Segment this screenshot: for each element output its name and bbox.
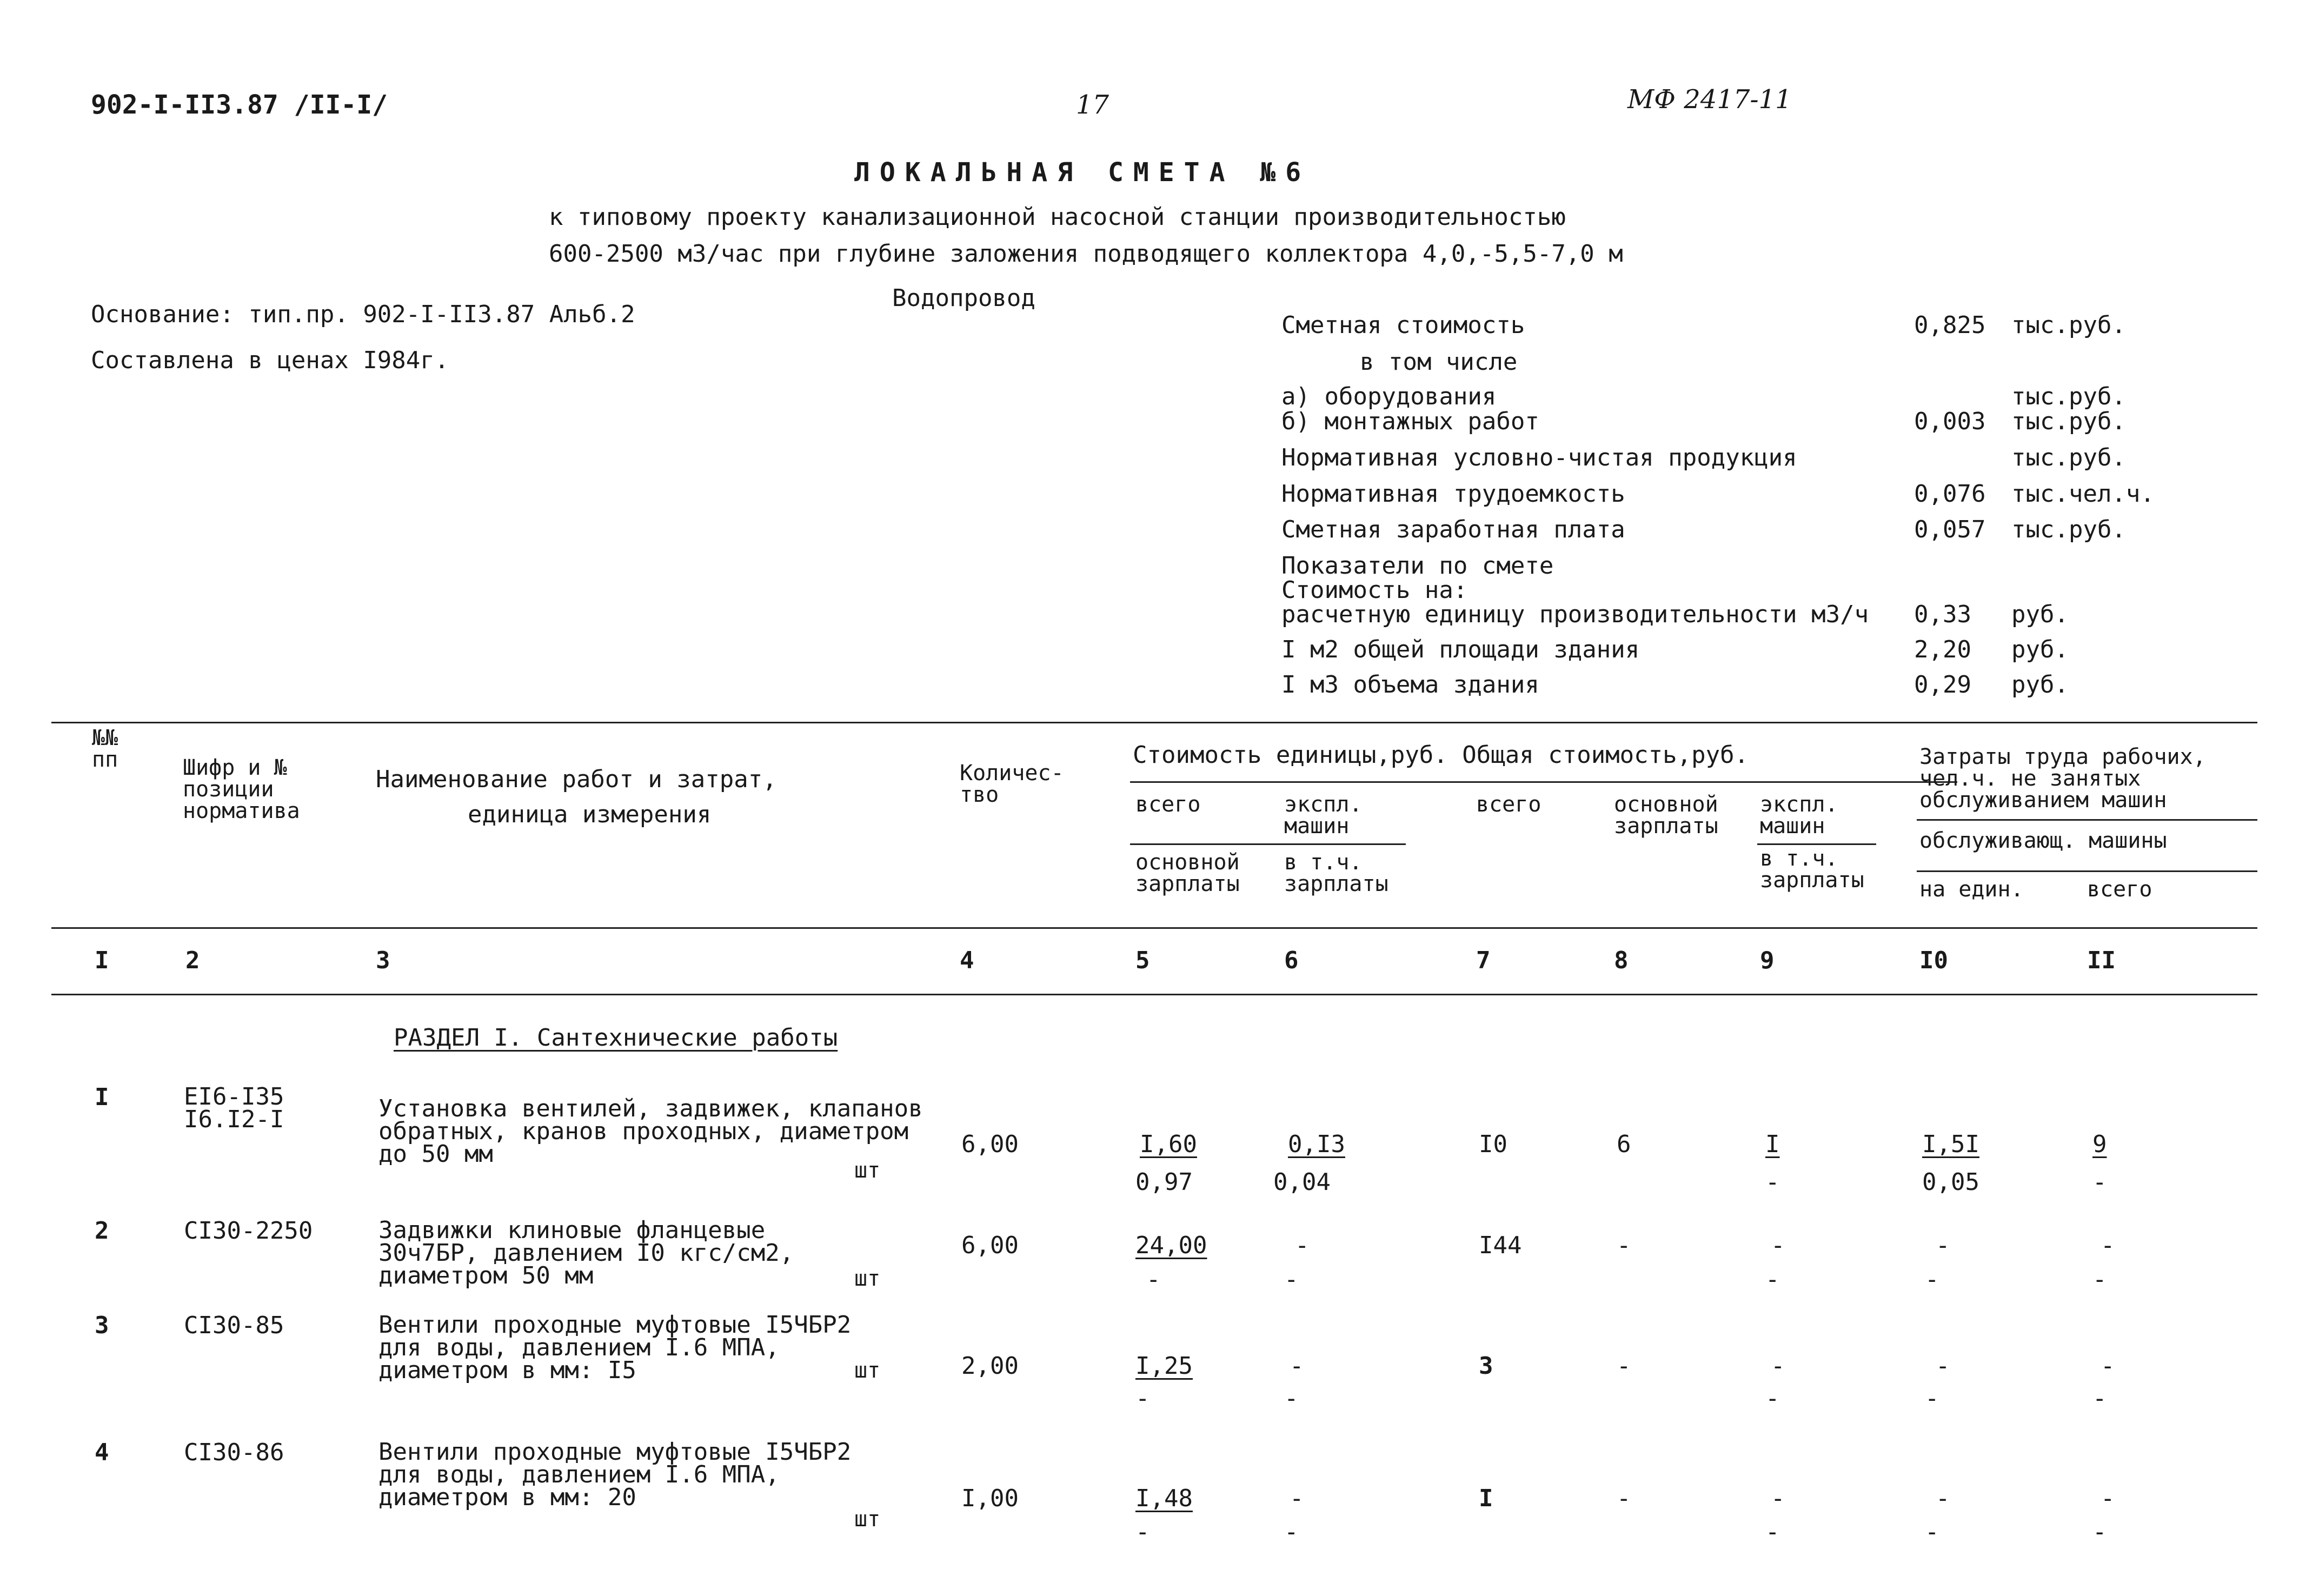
summary-installation-unit: тыс.руб. [2011, 408, 2126, 435]
row-total-wage: - [1617, 1485, 1631, 1512]
row-unit-machines: 0,I3 [1288, 1130, 1345, 1158]
header-unit-machines: экспл. машин [1284, 792, 1363, 839]
row-name: Установка вентилей, задвижек, клапанов обратных, кранов проходных, диаметром до 50 мм [378, 1095, 923, 1168]
row-quantity: 6,00 [961, 1232, 1019, 1259]
row-unit-total: 24,00 [1135, 1232, 1207, 1259]
header-labor-group: Затраты труда рабочих, чел.ч. не занятых обслуживанием машин [1919, 744, 2206, 813]
row-labor-total: - [2101, 1485, 2115, 1512]
header-unit-wage: основной зарплаты [1135, 850, 1240, 896]
row-unit-total: I,48 [1135, 1485, 1193, 1512]
price-level-line: Составлена в ценах I984г. [91, 347, 449, 374]
row-unit-machine-wage: - [1284, 1266, 1299, 1293]
summary-labor-label: Нормативная трудоемкость [1281, 480, 1625, 508]
column-numbers-rule [51, 994, 2257, 995]
page-number: 17 [1076, 90, 1109, 120]
row-labor-per-unit-machines: 0,05 [1922, 1168, 1979, 1196]
col-number-1: I [95, 947, 109, 974]
summary-per-m3-value: 0,29 [1914, 671, 1971, 699]
header-unit: единица измерения [468, 801, 712, 828]
summary-indicators-label: Показатели по смете [1281, 552, 1554, 580]
row-total-machines: - [1771, 1352, 1785, 1380]
basis-line: Основание: тип.пр. 902-I-II3.87 Альб.2 [91, 301, 635, 328]
row-labor-per-unit: I,5I [1922, 1130, 1979, 1158]
row-labor-total-machines: - [2092, 1385, 2107, 1412]
row-total: I0 [1479, 1130, 1507, 1158]
summary-wage-unit: тыс.руб. [2011, 516, 2126, 543]
header-row-number: №№ пп [92, 726, 118, 772]
header-labor-total: всего [2087, 877, 2152, 902]
row-name: Задвижки клиновые фланцевые 30ч7БР, давлением I0 кгс/см2, диаметром 50 мм [378, 1216, 794, 1289]
summary-per-unit-value: 0,33 [1914, 601, 1971, 628]
row-labor-per-unit-machines: - [1925, 1385, 1939, 1412]
row-name: Вентили проходные муфтовые I5ЧБР2 для воды, давлением I.6 МПА, диаметром в мм: 20 [378, 1438, 852, 1511]
col-number-6: 6 [1284, 947, 1299, 974]
labor-sub-rule [1917, 870, 2257, 872]
row-quantity: I,00 [961, 1485, 1019, 1512]
header-total-machine-wage: в т.ч. зарплаты [1760, 846, 1864, 893]
row-total-wage: 6 [1617, 1130, 1631, 1158]
summary-cost-unit: тыс.руб. [2011, 311, 2126, 339]
title-line-2: 600-2500 м3/час при глубине заложения подводящего коллектора 4,0,-5,5-7,0 м [549, 240, 1623, 268]
summary-per-m2-label: I м2 общей площади здания [1281, 636, 1640, 663]
summary-labor-unit: тыс.чел.ч. [2011, 480, 2155, 508]
row-unit-total: I,25 [1135, 1352, 1193, 1380]
row-name: Вентили проходные муфтовые I5ЧБР2 для воды, давлением I.6 МПА, диаметром в мм: I5 [378, 1311, 852, 1384]
document-title: ЛОКАЛЬНАЯ СМЕТА №6 [854, 157, 1311, 188]
labor-group-rule [1917, 819, 2257, 821]
row-labor-total: 9 [2092, 1130, 2107, 1158]
summary-including: в том числе [1360, 348, 1518, 376]
row-total-machine-wage: - [1765, 1385, 1780, 1412]
row-unit: шт [854, 1158, 881, 1183]
summary-per-m2-unit: руб. [2011, 636, 2069, 663]
row-unit-wage: - [1146, 1266, 1161, 1293]
col-number-2: 2 [185, 947, 200, 974]
col-number-11: II [2087, 947, 2116, 974]
summary-net-unit: тыс.руб. [2011, 444, 2126, 471]
summary-wage-label: Сметная заработная плата [1281, 516, 1625, 543]
header-total: всего [1476, 792, 1541, 817]
row-labor-total: - [2101, 1232, 2115, 1259]
summary-cost-value: 0,825 [1914, 311, 1986, 339]
header-per-unit: на един. [1919, 877, 2024, 902]
row-total-machines: - [1771, 1232, 1785, 1259]
row-total-wage: - [1617, 1232, 1631, 1259]
row-unit-machine-wage: 0,04 [1273, 1168, 1331, 1196]
row-unit: шт [854, 1358, 881, 1383]
header-unit-total: всего [1135, 792, 1201, 817]
header-name: Наименование работ и затрат, [376, 766, 777, 793]
summary-equipment-unit: тыс.руб. [2011, 383, 2126, 410]
row-labor-per-unit: - [1936, 1485, 1950, 1512]
row-unit-machine-wage: - [1284, 1518, 1299, 1546]
col-number-7: 7 [1476, 947, 1491, 974]
row-total-machines: - [1771, 1485, 1785, 1512]
row-labor-total-machines: - [2092, 1266, 2107, 1293]
summary-per-m2-value: 2,20 [1914, 636, 1971, 663]
row-total-machines: I [1765, 1130, 1780, 1158]
header-total-machines: экспл. машин [1760, 792, 1838, 839]
unit-cost-subrule [1130, 843, 1406, 845]
row-number: 4 [95, 1439, 109, 1466]
row-labor-per-unit: - [1936, 1352, 1950, 1380]
summary-installation-label: б) монтажных работ [1281, 408, 1539, 435]
col-number-10: I0 [1919, 947, 1948, 974]
row-unit-wage: 0,97 [1135, 1168, 1193, 1196]
row-labor-per-unit-machines: - [1925, 1266, 1939, 1293]
header-cost-group: Стоимость единицы,руб. Общая стоимость,руб. [1133, 741, 1749, 769]
summary-equipment-label: а) оборудования [1281, 383, 1497, 410]
header-total-wage: основной зарплаты [1614, 792, 1718, 839]
row-total-wage: - [1617, 1352, 1631, 1380]
summary-cost-per-label: Стоимость на: [1281, 576, 1468, 604]
object-name: Водопровод [892, 284, 1035, 312]
row-labor-per-unit: - [1936, 1232, 1950, 1259]
row-unit-wage: - [1135, 1385, 1150, 1412]
col-number-8: 8 [1614, 947, 1629, 974]
row-code: СI30-2250 [184, 1217, 313, 1245]
row-labor-total: - [2101, 1352, 2115, 1380]
section-title: РАЗДЕЛ I. Сантехнические работы [394, 1024, 838, 1052]
summary-net-label: Нормативная условно-чистая продукция [1281, 444, 1797, 471]
row-total: I [1479, 1485, 1493, 1512]
row-number: 3 [95, 1312, 109, 1339]
col-number-5: 5 [1135, 947, 1150, 974]
row-total: 3 [1479, 1352, 1493, 1380]
summary-labor-value: 0,076 [1914, 480, 1986, 508]
cost-group-rule [1130, 781, 1957, 783]
row-total-machine-wage: - [1765, 1168, 1780, 1196]
row-labor-per-unit-machines: - [1925, 1518, 1939, 1546]
row-code: СI30-86 [184, 1439, 284, 1466]
summary-per-unit-unit: руб. [2011, 601, 2069, 628]
row-unit-wage: - [1135, 1518, 1150, 1546]
row-unit: шт [854, 1507, 881, 1532]
row-labor-total-machines: - [2092, 1168, 2107, 1196]
row-number: 2 [95, 1217, 109, 1245]
header-labor-sub: обслуживающ. машины [1919, 828, 2167, 853]
col-number-9: 9 [1760, 947, 1775, 974]
header-bottom-rule [51, 927, 2257, 929]
row-quantity: 2,00 [961, 1352, 1019, 1380]
summary-per-m3-label: I м3 объема здания [1281, 671, 1539, 699]
machine-cost-subrule [1757, 843, 1876, 845]
header-code: Шифр и № позиции норматива [183, 755, 300, 823]
row-unit-machines: - [1295, 1232, 1310, 1259]
row-code: ЕI6-I35 I6.I2-I [184, 1083, 284, 1133]
table-top-rule [51, 722, 2257, 723]
summary-per-m3-unit: руб. [2011, 671, 2069, 699]
row-quantity: 6,00 [961, 1130, 1019, 1158]
row-total-machine-wage: - [1765, 1518, 1780, 1546]
summary-wage-value: 0,057 [1914, 516, 1986, 543]
row-number: I [95, 1083, 109, 1111]
reference-number: МФ 2417-11 [1627, 84, 1792, 115]
row-total-machine-wage: - [1765, 1266, 1780, 1293]
row-unit-machines: - [1290, 1352, 1304, 1380]
summary-installation-value: 0,003 [1914, 408, 1986, 435]
col-number-3: 3 [376, 947, 390, 974]
row-unit-machine-wage: - [1284, 1385, 1299, 1412]
document-code: 902-I-II3.87 /II-I/ [91, 90, 388, 120]
row-code: СI30-85 [184, 1312, 284, 1339]
header-quantity: Количес- тво [960, 761, 1064, 807]
row-unit-total: I,60 [1140, 1130, 1197, 1158]
summary-cost-label: Сметная стоимость [1281, 311, 1525, 339]
row-unit: шт [854, 1266, 881, 1291]
col-number-4: 4 [960, 947, 974, 974]
row-unit-machines: - [1290, 1485, 1304, 1512]
header-unit-machine-wage: в т.ч. зарплаты [1284, 850, 1388, 896]
row-labor-total-machines: - [2092, 1518, 2107, 1546]
row-total: I44 [1479, 1232, 1522, 1259]
title-line-1: к типовому проекту канализационной насосной станции производительностью [549, 203, 1566, 231]
summary-per-unit-label: расчетную единицу производительности м3/ч [1281, 601, 1869, 628]
